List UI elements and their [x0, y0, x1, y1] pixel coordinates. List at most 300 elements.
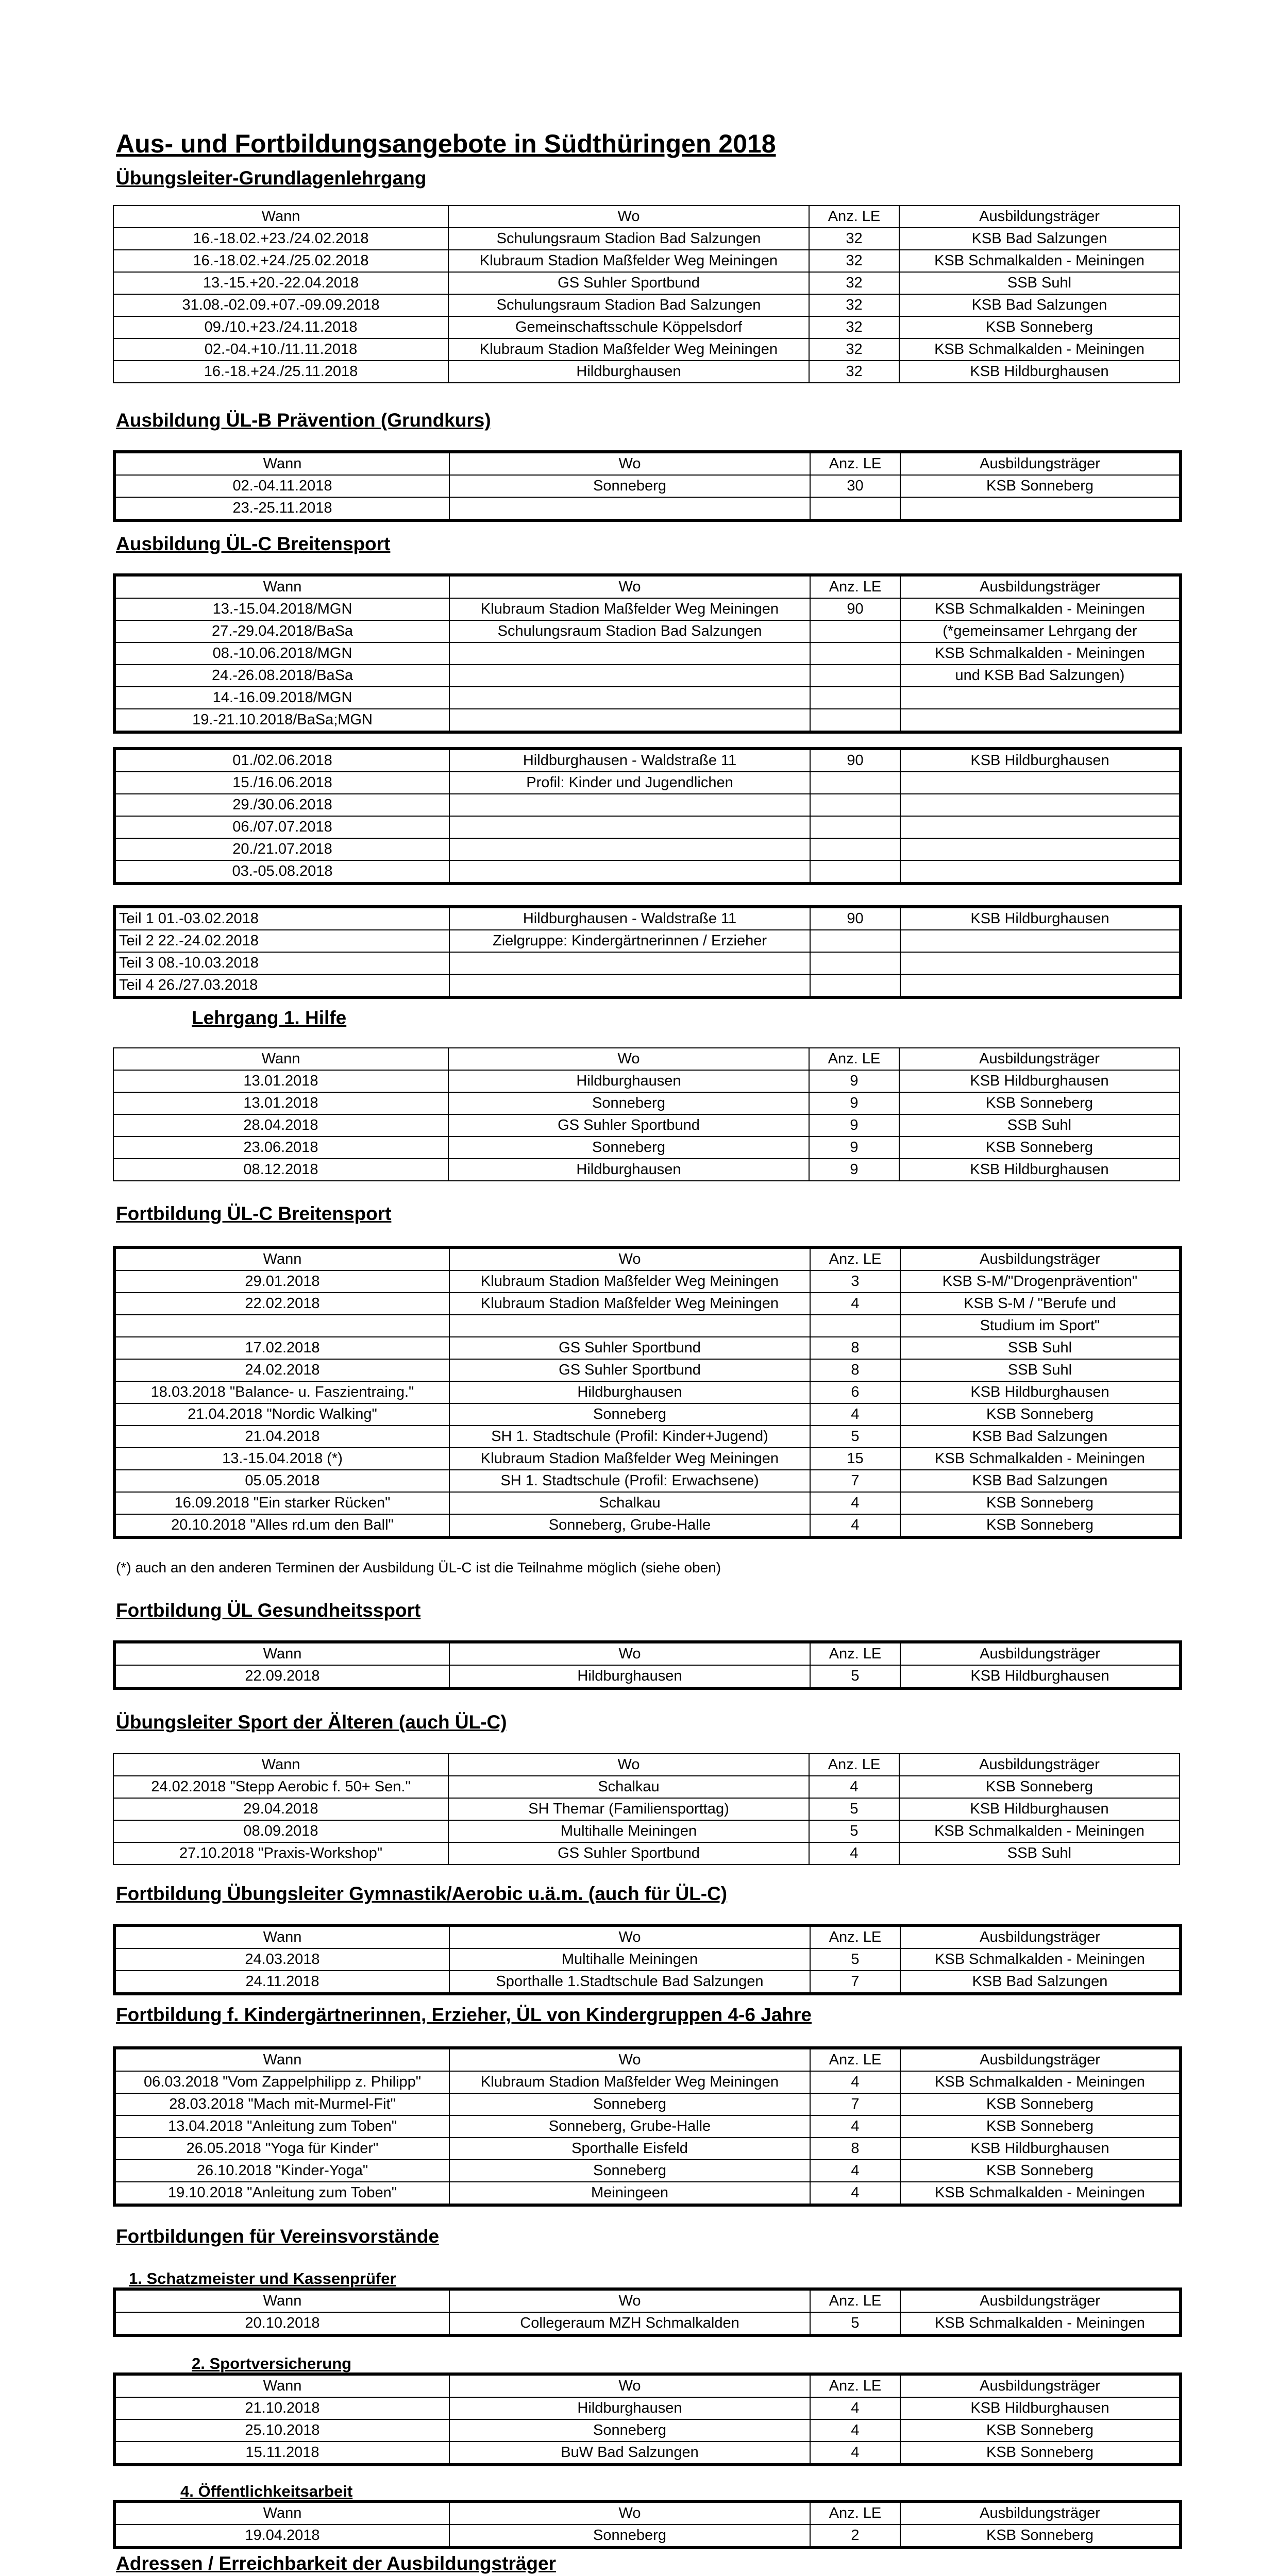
cell-hours: 4	[810, 1293, 900, 1315]
column-header: Ausbildungsträger	[899, 1048, 1180, 1070]
cell-date: 24.11.2018	[114, 1971, 449, 1994]
table-row	[114, 838, 1181, 860]
cell-hours: 7	[810, 2093, 900, 2115]
cell-location: Zielgruppe: Kindergärtnerinnen / Erzieher	[449, 930, 810, 952]
table-fortbildung-ulc	[113, 1246, 1182, 1539]
cell-provider	[900, 930, 1181, 952]
column-header: Ausbildungsträger	[900, 2501, 1181, 2524]
cell-date: 29.01.2018	[114, 1270, 449, 1293]
table-gymnastik-aerobic	[113, 1924, 1182, 1995]
cell-provider: (*gemeinsamer Lehrgang der	[900, 620, 1181, 642]
table-row	[114, 475, 1181, 497]
column-header: Anz. LE	[810, 2374, 900, 2397]
cell-provider: Studium im Sport"	[900, 1315, 1181, 1337]
cell-location	[449, 952, 810, 974]
table-row	[114, 1665, 1181, 1688]
cell-location: Gemeinschaftsschule Köppelsdorf	[448, 316, 809, 338]
cell-provider	[900, 772, 1181, 794]
table-row	[114, 1971, 1181, 1994]
cell-location: Klubraum Stadion Maßfelder Weg Meiningen	[449, 1270, 810, 1293]
column-header: Anz. LE	[810, 2048, 900, 2071]
cell-date: 13.01.2018	[113, 1092, 448, 1114]
cell-location: GS Suhler Sportbund	[448, 1114, 809, 1137]
table-header-row	[114, 2289, 1181, 2312]
table-row	[114, 1359, 1181, 1381]
section-title-vereinsvorstaende: Fortbildungen für Vereinsvorstände	[116, 2226, 440, 2247]
cell-provider: KSB Hildburghausen	[899, 361, 1180, 383]
table-row	[113, 228, 1180, 250]
cell-hours	[810, 709, 900, 732]
cell-hours: 4	[810, 1514, 900, 1537]
cell-hours	[810, 497, 900, 520]
cell-hours	[810, 620, 900, 642]
cell-date: 24.-26.08.2018/BaSa	[114, 665, 449, 687]
cell-provider: KSB Hildburghausen	[899, 1798, 1180, 1820]
section-title-fortbildung-ulc: Fortbildung ÜL-C Breitensport	[116, 1203, 392, 1224]
cell-hours: 5	[809, 1820, 899, 1842]
table-row	[114, 772, 1181, 794]
column-header: Anz. LE	[810, 1247, 900, 1270]
cell-date: 18.03.2018 "Balance- u. Faszientraing."	[114, 1381, 449, 1403]
column-header: Anz. LE	[809, 1754, 899, 1776]
cell-date: 02.-04.+10./11.11.2018	[113, 338, 448, 361]
column-header: Wann	[114, 1247, 449, 1270]
table-row	[114, 2071, 1181, 2093]
cell-date: Teil 3 08.-10.03.2018	[114, 952, 449, 974]
cell-provider: KSB Hildburghausen	[900, 2397, 1181, 2419]
cell-date: 19.-21.10.2018/BaSa;MGN	[114, 709, 449, 732]
table-row	[114, 2419, 1181, 2442]
cell-date: 20./21.07.2018	[114, 838, 449, 860]
table-header-row	[114, 1642, 1181, 1665]
cell-provider: KSB Sonneberg	[900, 1492, 1181, 1514]
cell-provider: KSB Schmalkalden - Meiningen	[900, 2312, 1181, 2335]
column-header: Wann	[113, 1754, 448, 1776]
subsection-title-oeffentlichkeitsarbeit: 4. Öffentlichkeitsarbeit	[180, 2482, 353, 2500]
table-row	[114, 665, 1181, 687]
column-header: Anz. LE	[810, 452, 900, 475]
table-row	[114, 1403, 1181, 1426]
cell-location	[449, 642, 810, 665]
cell-date: 06./07.07.2018	[114, 816, 449, 838]
cell-location: Multihalle Meiningen	[449, 1948, 810, 1971]
table-row	[114, 1514, 1181, 1537]
table-row	[114, 1426, 1181, 1448]
cell-hours: 5	[810, 2312, 900, 2335]
cell-provider: KSB Sonneberg	[900, 2160, 1181, 2182]
cell-provider: KSB Hildburghausen	[900, 1665, 1181, 1688]
cell-location	[449, 497, 810, 520]
cell-date: 16.09.2018 "Ein starker Rücken"	[114, 1492, 449, 1514]
cell-date: 24.03.2018	[114, 1948, 449, 1971]
cell-provider: KSB Sonneberg	[900, 2115, 1181, 2138]
cell-date: 28.04.2018	[113, 1114, 448, 1137]
cell-location: Multihalle Meiningen	[448, 1820, 809, 1842]
cell-location: Sonneberg	[449, 2419, 810, 2442]
cell-date: 25.10.2018	[114, 2419, 449, 2442]
cell-location: Hildburghausen	[448, 361, 809, 383]
cell-location: GS Suhler Sportbund	[448, 1842, 809, 1865]
table-row	[114, 497, 1181, 520]
table-row	[113, 1092, 1180, 1114]
cell-date: 24.02.2018	[114, 1359, 449, 1381]
cell-hours: 8	[810, 1337, 900, 1359]
column-header: Anz. LE	[809, 206, 899, 228]
table-header-row	[114, 452, 1181, 475]
cell-hours	[810, 838, 900, 860]
cell-location: Sonneberg	[449, 2160, 810, 2182]
table-header-row	[114, 1925, 1181, 1948]
cell-provider: KSB Sonneberg	[900, 1403, 1181, 1426]
cell-location	[449, 794, 810, 816]
cell-location: Collegeraum MZH Schmalkalden	[449, 2312, 810, 2335]
cell-date: 21.10.2018	[114, 2397, 449, 2419]
table-row	[114, 598, 1181, 620]
table-row	[114, 930, 1181, 952]
table-header-row	[114, 575, 1181, 598]
table-row	[114, 2397, 1181, 2419]
cell-location: Sporthalle 1.Stadtschule Bad Salzungen	[449, 1971, 810, 1994]
column-header: Wann	[114, 1642, 449, 1665]
cell-hours	[810, 816, 900, 838]
cell-date: 13.-15.+20.-22.04.2018	[113, 272, 448, 294]
cell-hours: 32	[809, 338, 899, 361]
cell-location: Sonneberg, Grube-Halle	[449, 2115, 810, 2138]
cell-provider: KSB Sonneberg	[900, 475, 1181, 497]
column-header: Ausbildungsträger	[900, 1925, 1181, 1948]
column-header: Ausbildungsträger	[899, 1754, 1180, 1776]
column-header: Ausbildungsträger	[900, 575, 1181, 598]
cell-hours	[810, 687, 900, 709]
cell-hours: 4	[810, 1492, 900, 1514]
cell-date: 27.10.2018 "Praxis-Workshop"	[113, 1842, 448, 1865]
table-row	[114, 794, 1181, 816]
table-kindergaertnerinnen	[113, 2046, 1182, 2207]
cell-provider: KSB Bad Salzungen	[900, 1971, 1181, 1994]
table-schatzmeister	[113, 2287, 1182, 2337]
cell-hours: 9	[809, 1159, 899, 1181]
column-header: Ausbildungsträger	[900, 2289, 1181, 2312]
cell-date: 22.02.2018	[114, 1293, 449, 1315]
table-row	[114, 1270, 1181, 1293]
table-header-row	[114, 2501, 1181, 2524]
table-row	[113, 1820, 1180, 1842]
cell-provider: KSB Schmalkalden - Meiningen	[899, 338, 1180, 361]
cell-provider: SSB Suhl	[900, 1337, 1181, 1359]
cell-location: Sporthalle Eisfeld	[449, 2138, 810, 2160]
table-header-row	[113, 1048, 1180, 1070]
cell-date: 24.02.2018 "Stepp Aerobic f. 50+ Sen."	[113, 1776, 448, 1798]
table-row	[114, 2442, 1181, 2465]
column-header: Wann	[114, 2501, 449, 2524]
column-header: Wo	[449, 2374, 810, 2397]
column-header: Anz. LE	[810, 2289, 900, 2312]
cell-provider: KSB Hildburghausen	[899, 1070, 1180, 1092]
cell-date: 21.04.2018	[114, 1426, 449, 1448]
column-header: Wann	[114, 452, 449, 475]
cell-date: 26.05.2018 "Yoga für Kinder"	[114, 2138, 449, 2160]
table-row	[114, 1293, 1181, 1315]
section-title-erste-hilfe: Lehrgang 1. Hilfe	[192, 1007, 347, 1028]
cell-hours: 90	[810, 749, 900, 772]
table-row	[113, 294, 1180, 316]
cell-location: Schalkau	[449, 1492, 810, 1514]
table-row	[113, 272, 1180, 294]
cell-hours: 4	[810, 1403, 900, 1426]
cell-location: Hildburghausen	[448, 1070, 809, 1092]
table-row	[113, 1798, 1180, 1820]
cell-hours: 32	[809, 272, 899, 294]
column-header: Wo	[449, 452, 810, 475]
column-header: Wann	[114, 2048, 449, 2071]
column-header: Ausbildungsträger	[900, 1642, 1181, 1665]
cell-date: 13.-15.04.2018 (*)	[114, 1448, 449, 1470]
cell-date: 05.05.2018	[114, 1470, 449, 1492]
cell-hours	[810, 772, 900, 794]
table-row	[114, 2115, 1181, 2138]
cell-date: 22.09.2018	[114, 1665, 449, 1688]
cell-hours	[810, 794, 900, 816]
table-ulb-praevention	[113, 450, 1182, 522]
column-header: Wo	[449, 2048, 810, 2071]
table-header-row	[114, 2048, 1181, 2071]
table-ulc-breitensport-2	[113, 747, 1182, 885]
cell-provider: KSB Sonneberg	[900, 2093, 1181, 2115]
cell-date: 13.-15.04.2018/MGN	[114, 598, 449, 620]
cell-date: 16.-18.02.+23./24.02.2018	[113, 228, 448, 250]
column-header: Wo	[449, 1925, 810, 1948]
cell-hours: 2	[810, 2524, 900, 2548]
cell-date: 13.01.2018	[113, 1070, 448, 1092]
cell-location: GS Suhler Sportbund	[448, 272, 809, 294]
cell-provider: KSB Hildburghausen	[900, 749, 1181, 772]
cell-date	[114, 1315, 449, 1337]
cell-provider	[900, 794, 1181, 816]
cell-hours: 4	[810, 2071, 900, 2093]
cell-location: Klubraum Stadion Maßfelder Weg Meiningen	[449, 2071, 810, 2093]
cell-provider: KSB Bad Salzungen	[900, 1426, 1181, 1448]
cell-date: 20.10.2018 "Alles rd.um den Ball"	[114, 1514, 449, 1537]
cell-date: Teil 2 22.-24.02.2018	[114, 930, 449, 952]
cell-location: Sonneberg, Grube-Halle	[449, 1514, 810, 1537]
cell-location	[449, 974, 810, 997]
cell-hours: 4	[810, 2160, 900, 2182]
table-row	[113, 361, 1180, 383]
column-header: Ausbildungsträger	[900, 2374, 1181, 2397]
table-row	[114, 709, 1181, 732]
cell-date: Teil 4 26./27.03.2018	[114, 974, 449, 997]
table-erste-hilfe	[113, 1047, 1180, 1181]
cell-location	[449, 665, 810, 687]
table-header-row	[114, 1247, 1181, 1270]
table-row	[114, 620, 1181, 642]
cell-provider: KSB Bad Salzungen	[899, 228, 1180, 250]
cell-hours	[810, 974, 900, 997]
cell-provider: KSB Schmalkalden - Meiningen	[900, 642, 1181, 665]
footnote: (*) auch an den anderen Terminen der Ausbildung ÜL-C ist die Teilnahme möglich (siehe oben)	[116, 1560, 721, 1575]
cell-provider: KSB Schmalkalden - Meiningen	[900, 1948, 1181, 1971]
cell-date: Teil 1 01.-03.02.2018	[114, 907, 449, 930]
table-row	[114, 974, 1181, 997]
cell-hours: 4	[810, 2397, 900, 2419]
table-ulc-breitensport-1	[113, 573, 1182, 734]
cell-hours: 5	[810, 1665, 900, 1688]
cell-hours: 4	[810, 2419, 900, 2442]
table-row	[113, 1070, 1180, 1092]
cell-provider	[900, 952, 1181, 974]
cell-provider: SSB Suhl	[899, 272, 1180, 294]
cell-provider: KSB Schmalkalden - Meiningen	[900, 2182, 1181, 2205]
column-header: Wann	[114, 2289, 449, 2312]
table-row	[114, 1315, 1181, 1337]
cell-location: SH 1. Stadtschule (Profil: Erwachsene)	[449, 1470, 810, 1492]
cell-location: Klubraum Stadion Maßfelder Weg Meiningen	[448, 250, 809, 272]
cell-location	[449, 687, 810, 709]
cell-date: 16.-18.02.+24./25.02.2018	[113, 250, 448, 272]
cell-provider	[900, 974, 1181, 997]
section-title-ulb-praevention: Ausbildung ÜL-B Prävention (Grundkurs)	[116, 410, 491, 431]
table-gesundheitssport	[113, 1640, 1182, 1690]
cell-location: Hildburghausen	[449, 2397, 810, 2419]
cell-date: 13.04.2018 "Anleitung zum Toben"	[114, 2115, 449, 2138]
column-header: Wo	[448, 1754, 809, 1776]
cell-hours	[810, 665, 900, 687]
table-header-row	[113, 206, 1180, 228]
cell-provider: KSB Bad Salzungen	[899, 294, 1180, 316]
cell-date: 23.-25.11.2018	[114, 497, 449, 520]
table-row	[114, 2312, 1181, 2335]
column-header: Ausbildungsträger	[900, 2048, 1181, 2071]
table-row	[113, 1137, 1180, 1159]
cell-date: 06.03.2018 "Vom Zappelphilipp z. Philipp"	[114, 2071, 449, 2093]
cell-location: Klubraum Stadion Maßfelder Weg Meiningen	[449, 1293, 810, 1315]
cell-hours: 4	[809, 1842, 899, 1865]
table-row	[114, 816, 1181, 838]
cell-provider: und KSB Bad Salzungen)	[900, 665, 1181, 687]
section-title-sport-aelteren: Übungsleiter Sport der Älteren (auch ÜL-C)	[116, 1711, 507, 1733]
column-header: Wo	[448, 1048, 809, 1070]
cell-date: 31.08.-02.09.+07.-09.09.2018	[113, 294, 448, 316]
cell-hours: 32	[809, 361, 899, 383]
cell-hours: 4	[809, 1776, 899, 1798]
cell-date: 28.03.2018 "Mach mit-Murmel-Fit"	[114, 2093, 449, 2115]
cell-date: 03.-05.08.2018	[114, 860, 449, 884]
cell-provider: KSB Sonneberg	[899, 1092, 1180, 1114]
column-header: Anz. LE	[809, 1048, 899, 1070]
cell-provider	[900, 816, 1181, 838]
cell-hours: 8	[810, 2138, 900, 2160]
subsection-title-schatzmeister: 1. Schatzmeister und Kassenprüfer	[129, 2269, 396, 2287]
cell-date: 08.12.2018	[113, 1159, 448, 1181]
cell-location: GS Suhler Sportbund	[449, 1337, 810, 1359]
cell-hours: 8	[810, 1359, 900, 1381]
table-row	[114, 952, 1181, 974]
cell-hours: 30	[810, 475, 900, 497]
cell-provider: KSB S-M / "Berufe und	[900, 1293, 1181, 1315]
cell-date: 14.-16.09.2018/MGN	[114, 687, 449, 709]
column-header: Ausbildungsträger	[899, 206, 1180, 228]
cell-provider	[900, 497, 1181, 520]
table-row	[113, 250, 1180, 272]
table-oeffentlichkeitsarbeit	[113, 2500, 1182, 2549]
cell-location	[449, 860, 810, 884]
table-ulc-breitensport-3	[113, 905, 1182, 999]
table-row	[113, 1159, 1180, 1181]
cell-location	[449, 709, 810, 732]
cell-date: 01./02.06.2018	[114, 749, 449, 772]
table-row	[114, 1948, 1181, 1971]
cell-hours	[810, 642, 900, 665]
addresses-title: Adressen / Erreichbarkeit der Ausbildungsträger	[116, 2553, 556, 2574]
cell-date: 09./10.+23./24.11.2018	[113, 316, 448, 338]
cell-hours: 7	[810, 1470, 900, 1492]
table-row	[113, 1776, 1180, 1798]
column-header: Wann	[114, 2374, 449, 2397]
cell-location: Hildburghausen - Waldstraße 11	[449, 749, 810, 772]
cell-location: Hildburghausen	[448, 1159, 809, 1181]
cell-location	[449, 816, 810, 838]
table-row	[114, 749, 1181, 772]
subsection-title-sportversicherung: 2. Sportversicherung	[192, 2354, 352, 2372]
table-header-row	[114, 2374, 1181, 2397]
cell-location: Sonneberg	[449, 2093, 810, 2115]
cell-date: 29./30.06.2018	[114, 794, 449, 816]
cell-provider: KSB Schmalkalden - Meiningen	[899, 1820, 1180, 1842]
page-title: Aus- und Fortbildungsangebote in Südthüringen 2018	[116, 129, 776, 158]
table-header-row	[113, 1754, 1180, 1776]
cell-location: Schulungsraum Stadion Bad Salzungen	[448, 294, 809, 316]
cell-provider: KSB Bad Salzungen	[900, 1470, 1181, 1492]
cell-date: 21.04.2018 "Nordic Walking"	[114, 1403, 449, 1426]
cell-hours: 32	[809, 228, 899, 250]
column-header: Wann	[113, 206, 448, 228]
cell-date: 02.-04.11.2018	[114, 475, 449, 497]
cell-hours: 4	[810, 2115, 900, 2138]
cell-location: Sonneberg	[449, 2524, 810, 2548]
cell-date: 08.09.2018	[113, 1820, 448, 1842]
cell-provider: SSB Suhl	[900, 1359, 1181, 1381]
cell-hours: 4	[810, 2182, 900, 2205]
table-row	[114, 860, 1181, 884]
table-row	[113, 338, 1180, 361]
cell-location: Klubraum Stadion Maßfelder Weg Meiningen	[449, 1448, 810, 1470]
cell-date: 16.-18.+24./25.11.2018	[113, 361, 448, 383]
cell-hours: 90	[810, 598, 900, 620]
cell-location: SH 1. Stadtschule (Profil: Kinder+Jugend)	[449, 1426, 810, 1448]
cell-provider: KSB Sonneberg	[900, 2524, 1181, 2548]
column-header: Wo	[449, 1642, 810, 1665]
cell-hours: 9	[809, 1070, 899, 1092]
column-header: Wann	[114, 575, 449, 598]
cell-provider	[900, 687, 1181, 709]
cell-location	[449, 838, 810, 860]
table-row	[114, 2182, 1181, 2205]
cell-location	[449, 1315, 810, 1337]
cell-hours	[810, 1315, 900, 1337]
cell-hours: 90	[810, 907, 900, 930]
section-title-gymnastik-aerobic: Fortbildung Übungsleiter Gymnastik/Aerobic u.ä.m. (auch für ÜL-C)	[116, 1883, 728, 1904]
cell-hours: 32	[809, 250, 899, 272]
cell-provider	[900, 838, 1181, 860]
cell-hours	[810, 860, 900, 884]
column-header: Wo	[449, 575, 810, 598]
column-header: Wo	[449, 1247, 810, 1270]
column-header: Anz. LE	[810, 2501, 900, 2524]
cell-date: 27.-29.04.2018/BaSa	[114, 620, 449, 642]
section-title-ulc-breitensport: Ausbildung ÜL-C Breitensport	[116, 533, 391, 554]
cell-provider: SSB Suhl	[899, 1114, 1180, 1137]
cell-date: 17.02.2018	[114, 1337, 449, 1359]
